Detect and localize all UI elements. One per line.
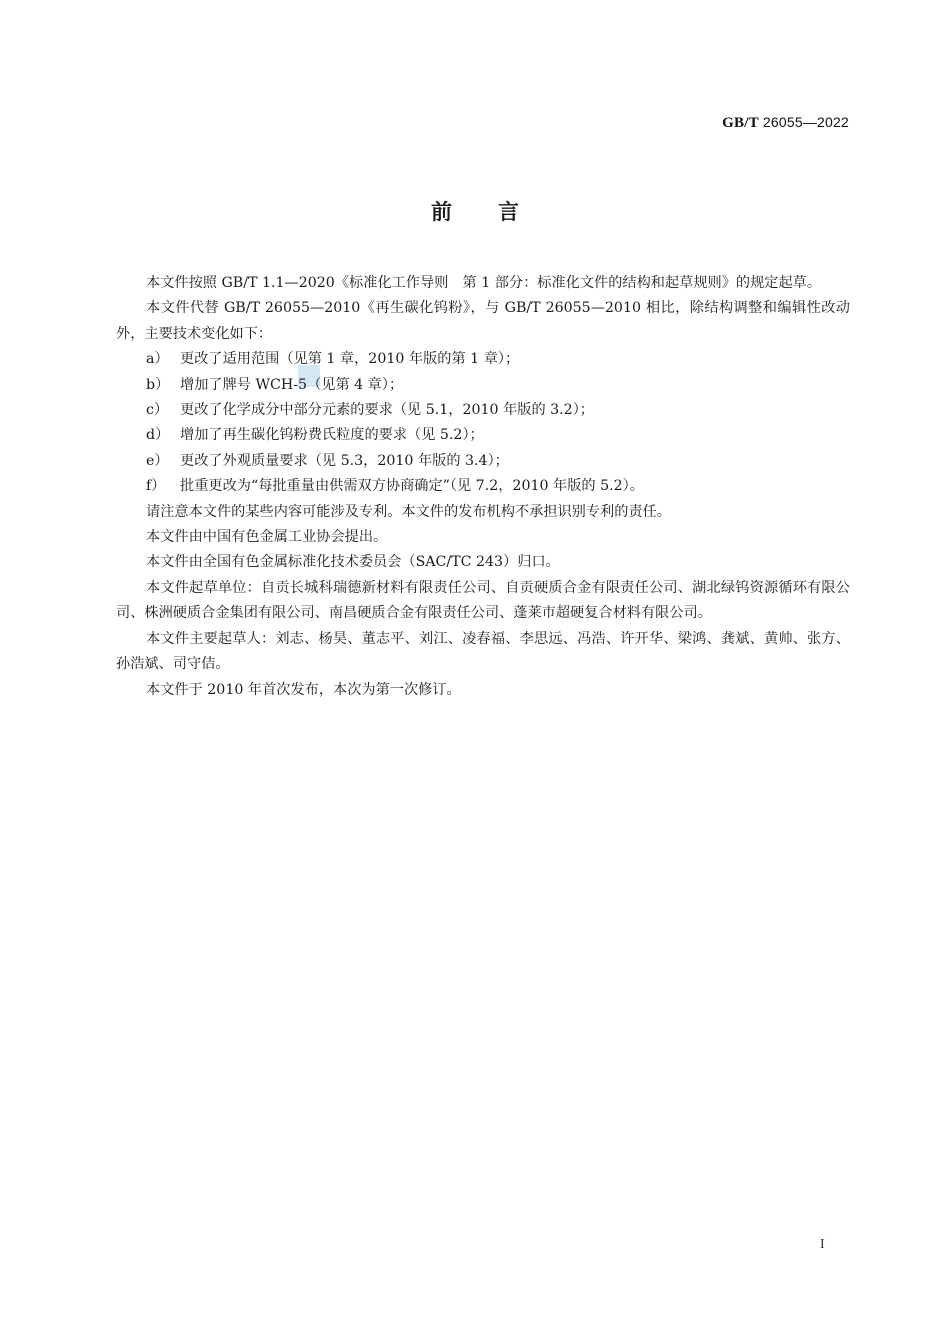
standard-number (722, 114, 849, 132)
list-item-label: c） (146, 402, 169, 419)
list-item-text: 更改了化学成分中部分元素的要求（见 5.1，2010 年版的 3.2）； (180, 402, 594, 419)
title-char-2: 言 (498, 200, 519, 224)
foreword-body (116, 271, 850, 703)
paragraph-drafting-units: 本文件起草单位：自贡长城科瑞德新材料有限责任公司、自贡硬质合金有限责任公司、湖北绿钨资源循环有限公司、株洲硬质合金集团有限公司、南昌硬质合金有限责任公司、蓬莱市超硬复合材料有限公司。 (116, 579, 850, 622)
list-item (116, 398, 850, 423)
list-item (116, 474, 850, 499)
title-char-1: 前 (431, 200, 452, 224)
list-item-label: a） (146, 351, 169, 368)
page-number: I (820, 1237, 825, 1252)
list-item-text: 更改了外观质量要求（见 5.3，2010 年版的 3.4）； (180, 452, 509, 469)
paragraph-history: 本文件于 2010 年首次发布，本次为第一次修订。 (146, 681, 461, 698)
page-title (0, 196, 950, 226)
paragraph-drafting-rules: 本文件按照 GB/T 1.1—2020《标准化工作导则 第 1 部分：标准化文件的结构和起草规则》的规定起草。 (146, 275, 822, 291)
list-item-label: f） (146, 478, 166, 495)
paragraph-replacement: 本文件代替 GB/T 26055—2010《再生碳化钨粉》，与 GB/T 26055—2010 相比，除结构调整和编辑性改动外，主要技术变化如下： (116, 300, 850, 342)
list-item-text: 增加了再生碳化钨粉费氏粒度的要求（见 5.2）； (180, 427, 484, 444)
list-item (116, 423, 850, 448)
list-item (116, 347, 850, 372)
list-item-text: 批重更改为“每批重量由供需双方协商确定”（见 7.2，2010 年版的 5.2）。 (180, 478, 644, 495)
list-item-label: d） (146, 427, 170, 444)
paragraph-proposer: 本文件由中国有色金属工业协会提出。 (146, 529, 388, 546)
list-item-text: 增加了牌号 WCH-5（见第 4 章）； (180, 376, 404, 393)
paragraph-patent-notice: 请注意本文件的某些内容可能涉及专利。本文件的发布机构不承担识别专利的责任。 (146, 503, 671, 520)
list-item-label: e） (146, 452, 169, 469)
standard-prefix: GB/T (722, 115, 759, 131)
list-item-label: b） (146, 376, 170, 393)
list-item (116, 373, 850, 398)
paragraph-drafters: 本文件主要起草人：刘志、杨昊、董志平、刘江、凌春福、李思远、冯浩、许开华、梁鸿、龚斌、黄帅、张方、孙浩斌、司守佶。 (116, 630, 850, 673)
standard-code: 26055—2022 (762, 114, 849, 130)
list-item (116, 449, 850, 474)
paragraph-committee: 本文件由全国有色金属标准化技术委员会（SAC/TC 243）归口。 (146, 554, 560, 571)
changes-list (116, 347, 850, 499)
list-item-text: 更改了适用范围（见第 1 章，2010 年版的第 1 章）； (180, 351, 520, 368)
